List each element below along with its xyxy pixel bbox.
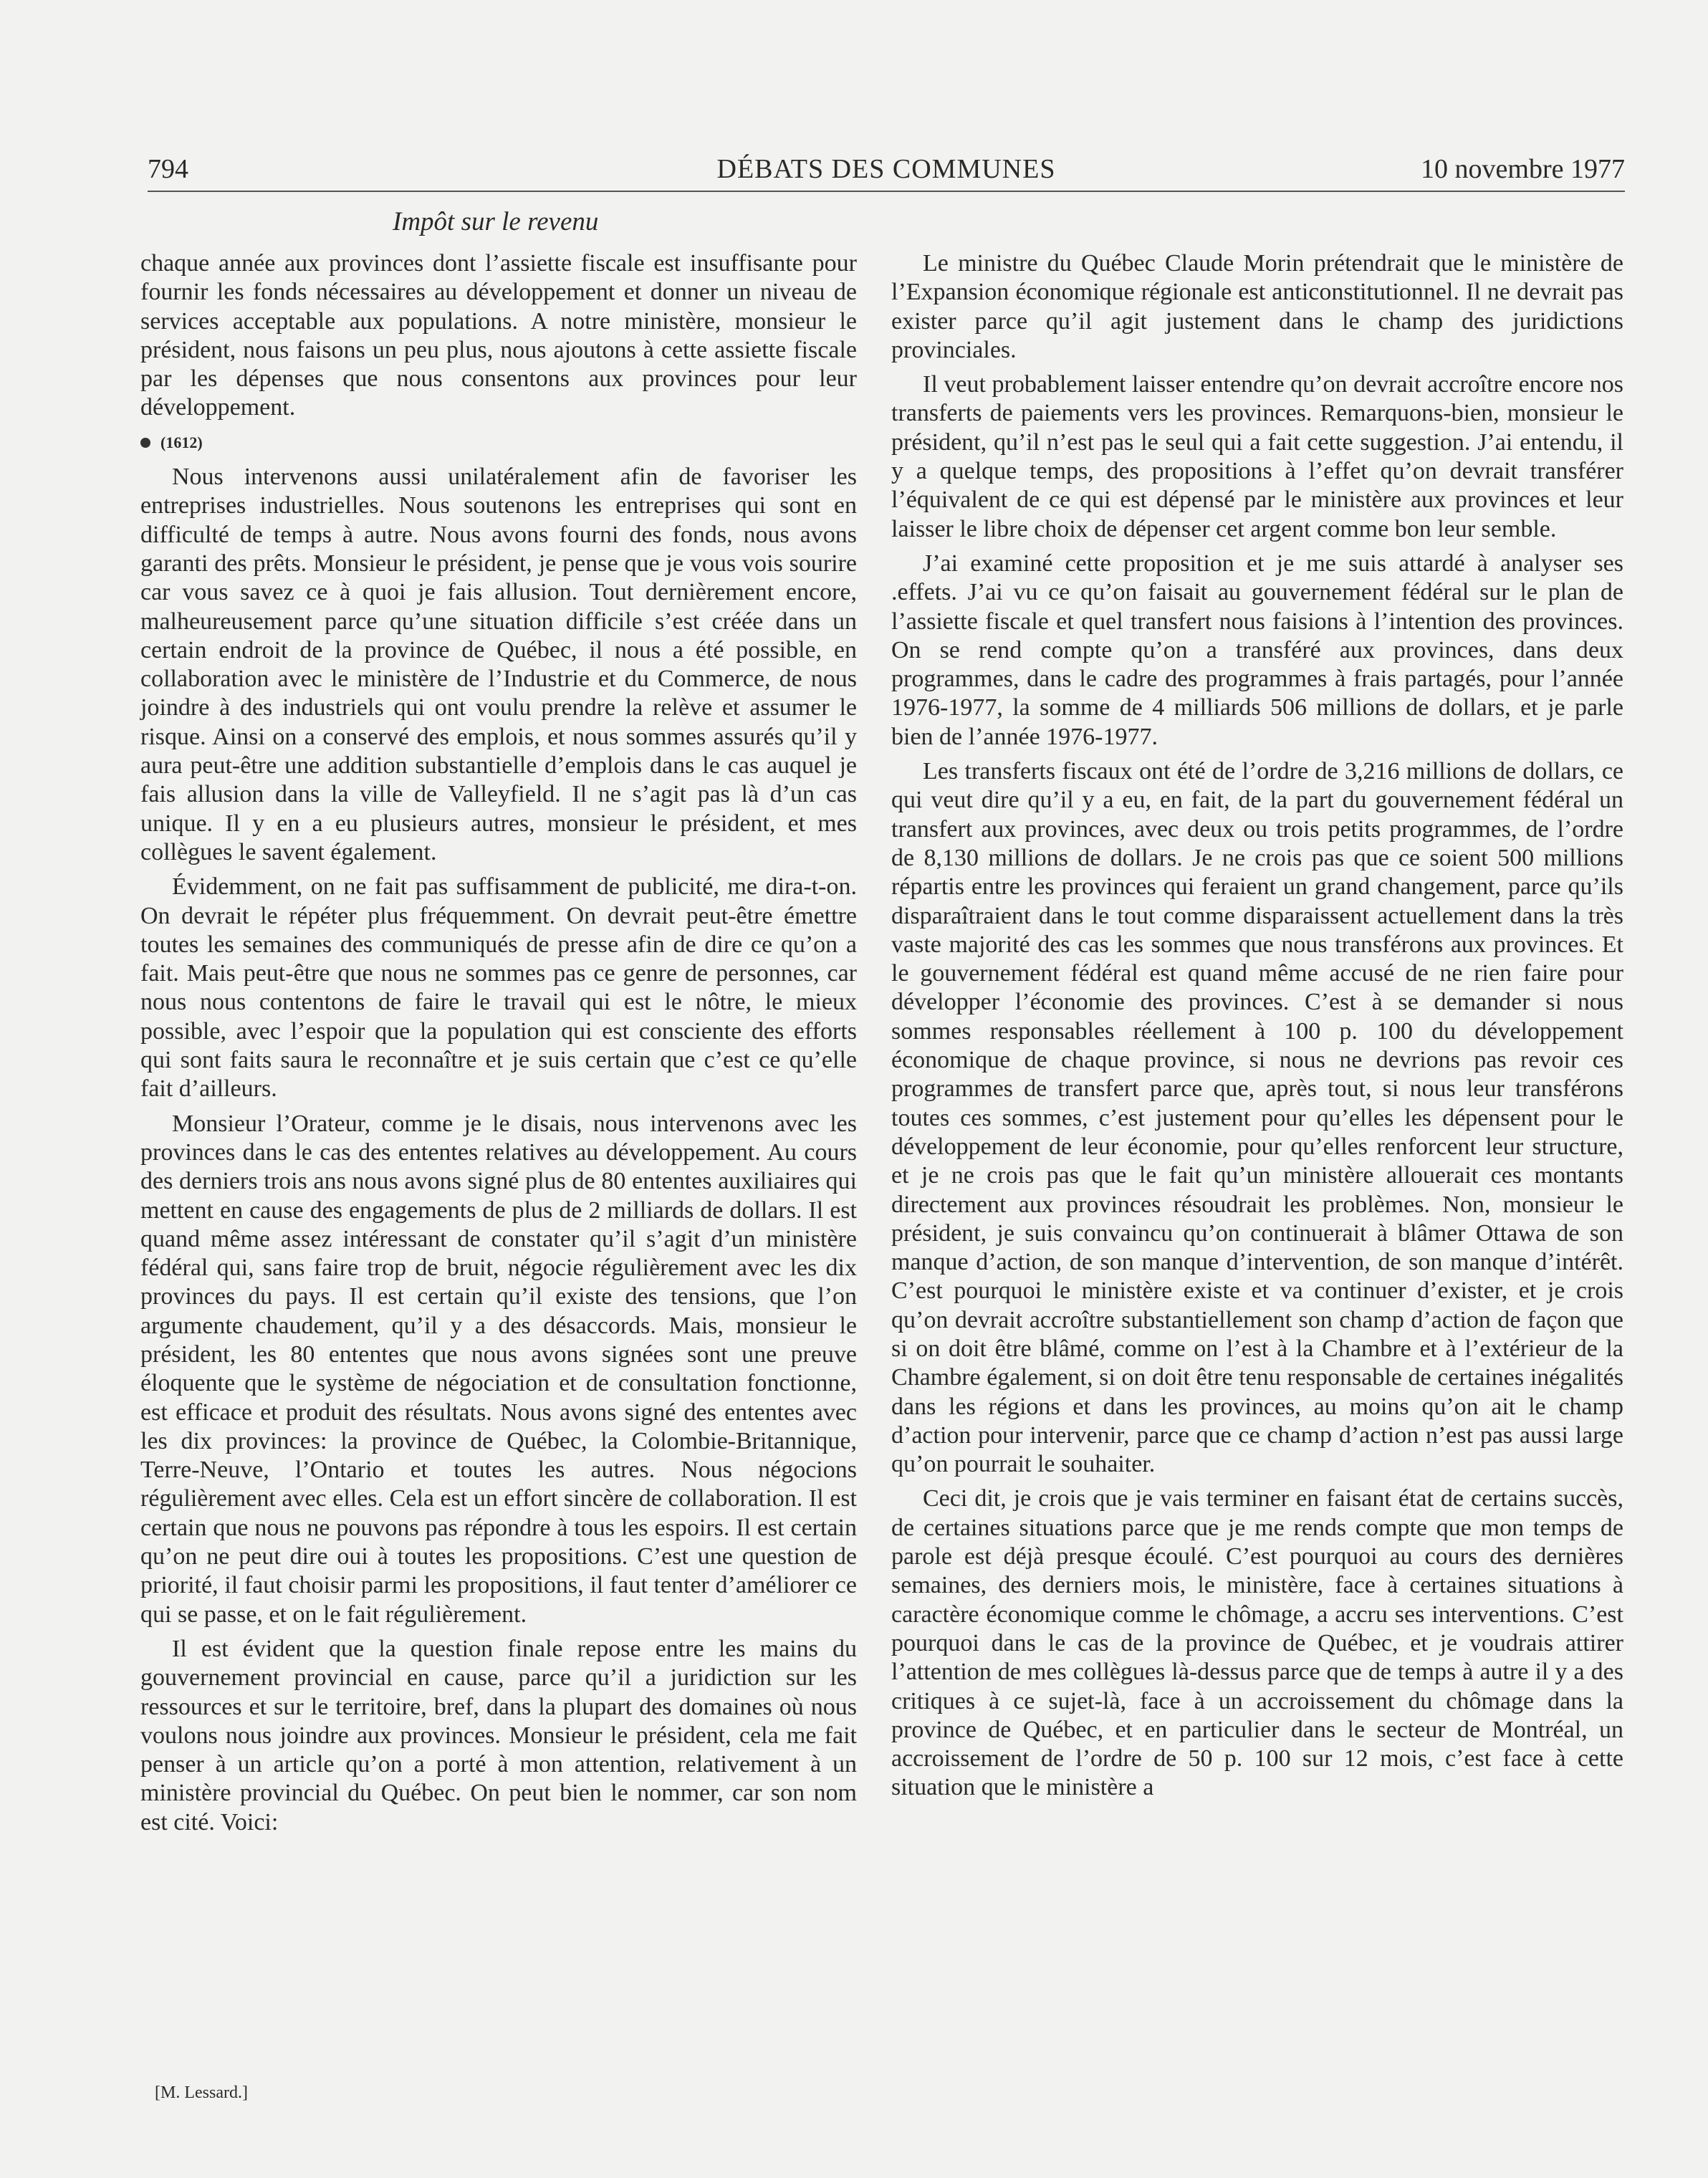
right-column (891, 249, 1623, 1808)
time-marker-label: (1612) (160, 433, 203, 451)
left-column (140, 249, 857, 1843)
paragraph: Le ministre du Québec Claude Morin prétendrait que le ministère de l’Expansion économique régionale est anticonstitutionnel. Il ne devrait pas exister parce qu’il agit justement dans le champ des juridictions provinciales. (891, 250, 1623, 363)
page-header (148, 153, 1625, 192)
paragraph: Il est évident que la question finale repose entre les mains du gouvernement provincial en cause, parce qu’il a juridiction sur les ressources et sur le territoire, bref, dans la plupart des domaines où nous voulons nous joindre aux provinces. Monsieur le président, cela me fait penser à un article qu’on a porté à mon attention, relativement à un ministère provincial du Québec. On peut bien le nommer, car son nom est cité. Voici: (140, 1635, 857, 1836)
publication-date: 10 novembre 1977 (1421, 154, 1625, 184)
paragraph: chaque année aux provinces dont l’assiette fiscale est insuffisante pour fournir les fonds nécessaires au développement et donner un niveau de services acceptable aux populations. A notre ministère, monsieur le président, nous faisons un peu plus, nous ajoutons à cette assiette fiscale par les dépenses que nous consentons aux provinces pour leur développement. (140, 250, 857, 421)
publication-title: DÉBATS DES COMMUNES (716, 154, 1056, 184)
bullet-icon (140, 438, 150, 448)
paragraph: Évidemment, on ne fait pas suffisamment de publicité, me dira-t-on. On devrait le répéter plus fréquemment. On devrait peut-être émettre toutes les semaines des communiqués de presse afin de dire ce qu’on a fait. Mais peut-être que nous ne sommes pas ce genre de personnes, car nous nous contentons de faire le travail qui est le nôtre, le mieux possible, avec l’espoir que la population qui est consciente des efforts qui sont faits saura le reconnaître et je suis certain que c’est ce qu’elle fait d’ailleurs. (140, 873, 857, 1103)
paragraph: Nous intervenons aussi unilatéralement afin de favoriser les entreprises industrielles. Nous soutenons les entreprises qui sont en difficulté de temps à autre. Nous avons fourni des fonds, nous avons garanti des prêts. Monsieur le président, je pense que je vous vois sourire car vous savez ce à quoi je fais allusion. Tout dernièrement encore, malheureusement parce qu’une situation difficile s’est créée dans un certain endroit de la province de Québec, il nous a été possible, en collaboration avec le ministère de l’Industrie et du Commerce, de nous joindre à des industriels qui ont voulu prendre la relève et assumer le risque. Ainsi on a conservé des emplois, et nous sommes assurés qu’il y aura peut-être une addition substantielle d’emplois dans le cas auquel je fais allusion dans la ville de Valleyfield. Il ne s’agit pas là d’un cas unique. Il y en a eu plusieurs autres, monsieur le président, et mes collègues le savent également. (140, 464, 857, 865)
speaker-attribution: [M. Lessard.] (155, 2083, 248, 2102)
page-number: 794 (148, 154, 188, 184)
section-title: Impôt sur le revenu (393, 207, 599, 236)
paragraph: J’ai examiné cette proposition et je me suis attardé à analyser ses .effets. J’ai vu ce qu’on faisait au gouvernement fédéral sur le plan de l’assiette fiscale et quel transfert nous faisions à l’intention des provinces. On se rend compte qu’on a transféré aux provinces, dans deux programmes, dans le cadre des programmes à frais partagés, pour l’année 1976-1977, la somme de 4 milliards 506 millions de dollars, et je parle bien de l’année 1976-1977. (891, 550, 1623, 750)
time-marker (140, 428, 857, 457)
paragraph: Les transferts fiscaux ont été de l’ordre de 3,216 millions de dollars, ce qui veut dire qu’il y a eu, en fait, de la part du gouvernement fédéral un transfert aux provinces, avec deux ou trois petits programmes, de l’ordre de 8,130 millions de dollars. Je ne crois pas que ce soient 500 millions répartis entre les provinces qui feraient un grand changement, parce qu’ils disparaîtraient dans le tout comme disparaissent actuellement dans la très vaste majorité des cas les sommes que nous transférons aux provinces. Et le gouvernement fédéral est quand même accusé de ne rien faire pour développer l’économie des provinces. C’est à se demander si nous sommes responsables réellement à 100 p. 100 du développement économique de chaque province, si nous ne devrions pas revoir ces programmes de transfert parce que, après tout, si nous leur transférons toutes ces sommes, c’est justement pour qu’elles les dépensent pour le développement de leur économie, pour qu’elles renforcent leur structure, et je ne crois pas que le fait qu’un ministère allouerait ces montants directement aux provinces résoudrait les problèmes. Non, monsieur le président, je suis convaincu qu’on continuerait à blâmer Ottawa de son manque d’action, de son manque d’intervention, de son manque d’intérêt. C’est pourquoi le ministère existe et va continuer d’exister, et je crois qu’on devrait accroître substantiellement son champ d’action de façon que si on doit être blâmé, comme on l’est à la Chambre et à l’extérieur de la Chambre également, si on doit être tenu responsable de certaines inégalités dans les régions et dans les provinces, au moins qu’on ait le champ d’action pour intervenir, parce que ce champ d’action n’est pas aussi large qu’on pourrait le souhaiter. (891, 758, 1623, 1478)
paragraph: Monsieur l’Orateur, comme je le disais, nous intervenons avec les provinces dans le cas des ententes relatives au développement. Au cours des derniers trois ans nous avons signé plus de 80 ententes auxiliaires qui mettent en cause des engagements de plus de 2 milliards de dollars. Il est quand même assez intéressant de constater qu’il s’agit d’un ministère fédéral qui, sans faire trop de bruit, négocie régulièrement avec les dix provinces du pays. Il est certain qu’il existe des tensions, que l’on argumente chaudement, qu’il y a des désaccords. Mais, monsieur le président, les 80 ententes que nous avons signées sont une preuve éloquente que le système de négociation et de consultation fonctionne, est efficace et produit des résultats. Nous avons signé des ententes avec les dix provinces: la province de Québec, la Colombie-Britannique, Terre-Neuve, l’Ontario et toutes les autres. Nous négocions régulièrement avec elles. Cela est un effort sincère de collaboration. Il est certain que nous ne pouvons pas répondre à tous les espoirs. Il est certain qu’on ne peut dire oui à toutes les propositions. C’est une question de priorité, il faut choisir parmi les propositions, il faut tenter d’améliorer ce qui se passe, et on le fait régulièrement. (140, 1110, 857, 1628)
paragraph: Ceci dit, je crois que je vais terminer en faisant état de certains succès, de certaines situations parce que je me rends compte que mon temps de parole est déjà presque écoulé. C’est pourquoi au cours des dernières semaines, des derniers mois, le ministère, face à certaines situations à caractère économique comme le chômage, a accru ses interventions. C’est pourquoi dans le cas de la province de Québec, et je voudrais attirer l’attention de mes collègues là-dessus parce que de temps à autre il y a des critiques à ce sujet-là, face à un accroissement du chômage dans la province de Québec, et en particulier dans le secteur de Montréal, un accroissement de l’ordre de 50 p. 100 sur 12 mois, c’est face à cette situation que le ministère a (891, 1485, 1623, 1801)
paragraph: Il veut probablement laisser entendre qu’on devrait accroître encore nos transferts de paiements vers les provinces. Remarquons-bien, monsieur le président, qu’il n’est pas le seul qui a fait cette suggestion. J’ai entendu, il y a quelque temps, des propositions à l’effet qu’on devrait transférer l’équivalent de ce qui est dépensé par le ministère aux provinces et leur laisser le libre choix de dépenser cet argent comme bon leur semble. (891, 371, 1623, 542)
